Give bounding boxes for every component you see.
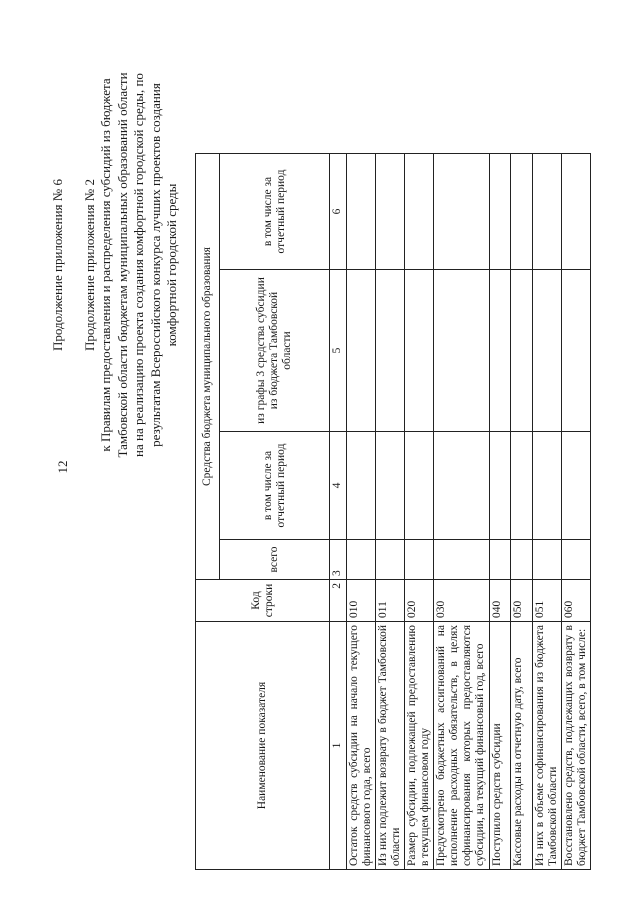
row-value-cell xyxy=(405,270,434,432)
row-code: 060 xyxy=(562,580,591,622)
row-value-cell xyxy=(434,154,490,270)
header-row-code: Код строки xyxy=(196,580,330,622)
rules-reference-text: к Правилам предоставления и распределения субсидий из бюджета Тамбовской области бюджетам муниципальных образований области на на реализацию проекта создания комфортной городской среды, по результатам Всероссийского конкурса лучших проектов создания комфортной городской среды xyxy=(98,72,179,458)
header-municipal-funds: Средства бюджета муниципального образования xyxy=(196,154,220,580)
row-value-cell xyxy=(347,540,376,580)
table-row xyxy=(511,154,533,870)
column-number: 5 xyxy=(330,270,347,432)
header-indicator-name: Наименование показателя xyxy=(196,622,330,870)
row-value-cell xyxy=(376,270,405,432)
appendix-header xyxy=(50,65,181,465)
row-value-cell xyxy=(562,432,591,540)
annex-continuation-line: Продолжение приложения № 2 xyxy=(81,179,97,351)
header-including-period-2: в том числе за отчетный период xyxy=(220,154,330,270)
page-number: 12 xyxy=(55,460,70,474)
row-code: 040 xyxy=(490,580,511,622)
row-value-cell xyxy=(347,154,376,270)
row-value-cell xyxy=(511,432,533,540)
row-value-cell xyxy=(405,154,434,270)
row-value-cell xyxy=(533,270,562,432)
row-value-cell xyxy=(434,540,490,580)
header-including-period: в том числе за отчетный период xyxy=(220,432,330,540)
row-code: 011 xyxy=(376,580,405,622)
row-code: 030 xyxy=(434,580,490,622)
row-value-cell xyxy=(511,154,533,270)
row-indicator-name: Кассовые расходы на отчетную дату, всего xyxy=(511,622,533,870)
row-value-cell xyxy=(533,432,562,540)
row-value-cell xyxy=(490,270,511,432)
column-number: 3 xyxy=(330,540,347,580)
column-number: 6 xyxy=(330,154,347,270)
row-value-cell xyxy=(347,432,376,540)
column-number-row xyxy=(330,154,347,870)
table-row xyxy=(490,154,511,870)
row-value-cell xyxy=(490,432,511,540)
row-code: 010 xyxy=(347,580,376,622)
row-value-cell xyxy=(511,540,533,580)
row-code: 020 xyxy=(405,580,434,622)
row-value-cell xyxy=(562,540,591,580)
row-indicator-name: Восстановлено средств, подлежащих возврату в бюджет Тамбовской области, всего, в том числе: xyxy=(562,622,591,870)
row-value-cell xyxy=(533,154,562,270)
row-value-cell xyxy=(347,270,376,432)
report-table xyxy=(195,153,591,870)
row-value-cell xyxy=(511,270,533,432)
row-value-cell xyxy=(405,432,434,540)
row-indicator-name: Остаток средств субсидии на начало текущего финансового года, всего xyxy=(347,622,376,870)
row-value-cell xyxy=(376,154,405,270)
row-value-cell xyxy=(490,154,511,270)
row-indicator-name: Размер субсидии, подлежащей предоставлению в текущем финансовом году xyxy=(405,622,434,870)
table-row xyxy=(533,154,562,870)
row-code: 051 xyxy=(533,580,562,622)
table-row xyxy=(376,154,405,870)
table-row xyxy=(347,154,376,870)
column-number: 4 xyxy=(330,432,347,540)
row-value-cell xyxy=(562,270,591,432)
table-row xyxy=(405,154,434,870)
row-value-cell xyxy=(490,540,511,580)
row-indicator-name: Из них подлежит возврату в бюджет Тамбовской области xyxy=(376,622,405,870)
row-value-cell xyxy=(376,540,405,580)
row-value-cell xyxy=(562,154,591,270)
header-from-col3-regional: из графы 3 средства субсидии из бюджета Тамбовской области xyxy=(220,270,330,432)
appendix-continuation-line: Продолжение приложения № 6 xyxy=(50,179,65,351)
row-value-cell xyxy=(434,270,490,432)
row-indicator-name: Поступило средств субсидии xyxy=(490,622,511,870)
column-number: 2 xyxy=(330,580,347,622)
table-row xyxy=(434,154,490,870)
row-value-cell xyxy=(533,540,562,580)
row-value-cell xyxy=(376,432,405,540)
row-value-cell xyxy=(434,432,490,540)
header-total: всего xyxy=(220,540,330,580)
row-code: 050 xyxy=(511,580,533,622)
column-number: 1 xyxy=(330,622,347,870)
row-indicator-name: Из них в объеме софинансирования из бюджета Тамбовской области xyxy=(533,622,562,870)
row-value-cell xyxy=(405,540,434,580)
table-row xyxy=(562,154,591,870)
table-header-row xyxy=(196,154,220,870)
row-indicator-name: Предусмотрено бюджетных ассигнований на исполнение расходных обязательств, в целях софинансирования которых предоставляются субсидии, на текущий финансовый год, всего xyxy=(434,622,490,870)
